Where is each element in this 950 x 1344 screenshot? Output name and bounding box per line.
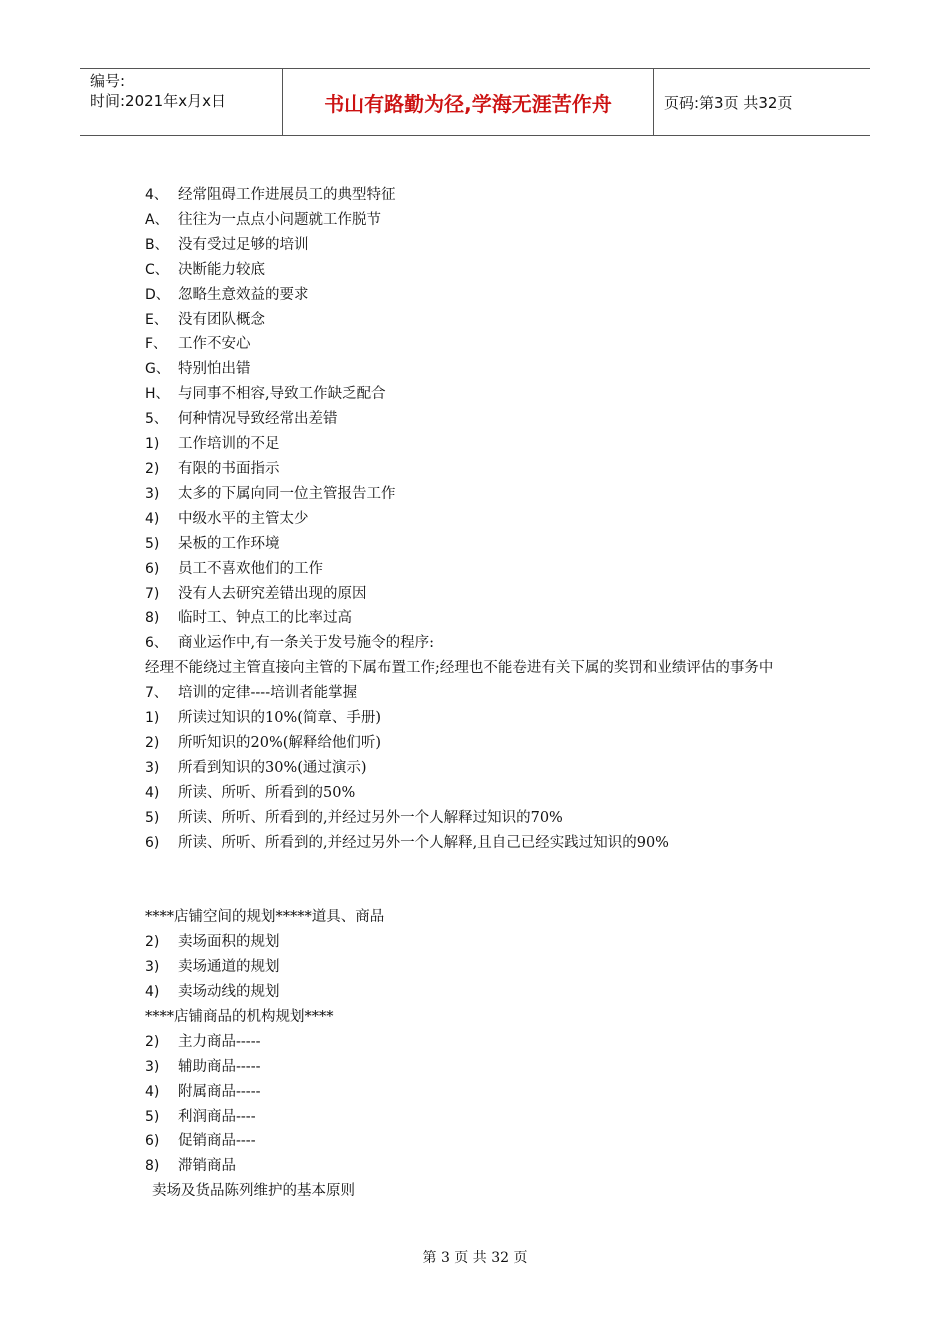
line-text: 工作不安心: [178, 336, 251, 353]
line-text: 经常阻碍工作进展员工的典型特征: [178, 187, 396, 203]
line-text: 没有受过足够的培训: [178, 236, 309, 253]
line-text: 主力商品-----: [178, 1033, 261, 1050]
line-text: 促销商品----: [178, 1133, 256, 1150]
text-line: [145, 582, 825, 607]
text-line: [145, 731, 825, 756]
list-marker: A、: [145, 211, 169, 228]
list-marker: 6): [145, 560, 160, 577]
text-line: [145, 1179, 825, 1204]
list-marker: 3): [145, 485, 160, 502]
text-line: [145, 507, 825, 532]
list-marker: 7): [145, 585, 160, 602]
section-list-2: [145, 905, 825, 1204]
line-text: 中级水平的主管太少: [178, 510, 309, 527]
text-line: [145, 532, 825, 557]
list-marker: 4): [145, 1083, 160, 1100]
text-line: [145, 806, 825, 831]
line-text: 滞销商品: [178, 1158, 236, 1175]
document-body: [145, 183, 825, 1204]
text-line: [145, 756, 825, 781]
text-line: [145, 1154, 825, 1179]
text-line: [145, 283, 825, 308]
list-marker: 3): [145, 959, 160, 976]
text-line: [145, 656, 825, 681]
list-marker: E、: [145, 311, 168, 328]
list-marker: 8): [145, 610, 160, 627]
line-text: 太多的下属向同一位主管报告工作: [178, 485, 396, 502]
list-marker: 6): [145, 1133, 160, 1150]
text-line: [145, 781, 825, 806]
list-marker: C、: [145, 261, 169, 278]
text-line: [145, 457, 825, 482]
line-text: 卖场通道的规划: [178, 959, 280, 976]
text-line: [145, 930, 825, 955]
text-line: [145, 1080, 825, 1105]
text-line: [145, 681, 825, 706]
line-text: 决断能力较底: [178, 261, 265, 278]
text-line: [145, 432, 825, 457]
line-text: 所读过知识的10%(简章、手册): [178, 710, 382, 727]
text-line: [145, 557, 825, 582]
list-marker: 3): [145, 1058, 160, 1075]
text-line: [145, 631, 825, 656]
list-marker: 5): [145, 535, 160, 552]
line-text: 卖场及货品陈列维护的基本原则: [152, 1183, 355, 1200]
line-text: 卖场面积的规划: [178, 934, 280, 951]
line-text: 所听知识的20%(解释给他们听): [178, 734, 382, 751]
header-meta: [80, 69, 282, 135]
line-text: 工作培训的不足: [178, 436, 280, 453]
text-line: [145, 332, 825, 357]
list-marker: 5): [145, 1108, 160, 1125]
text-line: [145, 1005, 825, 1030]
time-label: 时间:2021年x月x日: [90, 92, 226, 110]
list-marker: 7、: [145, 685, 168, 702]
line-text: 忽略生意效益的要求: [178, 286, 309, 303]
line-text: 卖场动线的规划: [178, 983, 280, 1000]
list-marker: 2): [145, 734, 160, 751]
list-marker: 4): [145, 510, 160, 527]
text-line: [145, 482, 825, 507]
line-text: 利润商品----: [178, 1108, 256, 1125]
list-marker: 2): [145, 1033, 160, 1050]
line-text: 何种情况导致经常出差错: [178, 411, 338, 428]
line-text: 辅助商品-----: [178, 1058, 261, 1075]
list-marker: 4): [145, 983, 160, 1000]
list-marker: 2): [145, 934, 160, 951]
list-marker: B、: [145, 236, 169, 253]
list-marker: F、: [145, 336, 168, 353]
line-text: 临时工、钟点工的比率过高: [178, 610, 352, 627]
line-text: 商业运作中,有一条关于发号施令的程序:: [178, 635, 434, 652]
line-text: 没有人去研究差错出现的原因: [178, 585, 367, 602]
line-text: 有限的书面指示: [178, 460, 280, 477]
line-text: 特别怕出错: [178, 361, 251, 378]
list-marker: 1): [145, 436, 160, 453]
list-marker: 2): [145, 460, 160, 477]
line-text: 附属商品-----: [178, 1083, 261, 1100]
list-marker: G、: [145, 361, 170, 378]
list-marker: 5): [145, 809, 160, 826]
text-line: [145, 606, 825, 631]
list-marker: 3): [145, 759, 160, 776]
list-marker: 1): [145, 710, 160, 727]
header-motto: 书山有路勤为径,学海无涯苦作舟: [282, 69, 654, 135]
list-marker: 8): [145, 1158, 160, 1175]
line-text: ****店铺空间的规划*****道具、商品: [145, 909, 385, 926]
line-text: 所读、所听、所看到的,并经过另外一个人解释过知识的70%: [178, 809, 563, 826]
number-label: 编号:: [90, 72, 126, 90]
text-line: [145, 1055, 825, 1080]
list-marker: 5、: [145, 411, 168, 428]
list-marker: 4、: [145, 187, 168, 203]
text-line: [145, 308, 825, 333]
text-line: [145, 955, 825, 980]
list-marker: 6): [145, 834, 160, 851]
section-gap: [145, 855, 825, 905]
text-line: [145, 407, 825, 432]
text-line: [145, 706, 825, 731]
header-page-number: 页码:第3页 共32页: [664, 93, 793, 112]
list-marker: D、: [145, 286, 170, 303]
line-text: 往往为一点点小问题就工作脱节: [178, 211, 381, 228]
text-line: [145, 831, 825, 856]
text-line: [145, 183, 825, 208]
section-list-1: [145, 183, 825, 855]
line-text: 所读、所听、所看到的50%: [178, 784, 356, 801]
text-line: [145, 1030, 825, 1055]
line-text: ****店铺商品的机构规划****: [145, 1008, 334, 1025]
line-text: 员工不喜欢他们的工作: [178, 560, 323, 577]
page-header: [80, 68, 870, 136]
line-text: 培训的定律----培训者能掌握: [178, 685, 358, 702]
text-line: [145, 233, 825, 258]
text-line: [145, 208, 825, 233]
line-text: 经理不能绕过主管直接向主管的下属布置工作;经理也不能卷进有关下属的奖罚和业绩评估的事务中: [145, 660, 774, 677]
line-text: 没有团队概念: [178, 311, 265, 328]
list-marker: 4): [145, 784, 160, 801]
text-line: [145, 382, 825, 407]
line-text: 呆板的工作环境: [178, 535, 280, 552]
line-text: 所读、所听、所看到的,并经过另外一个人解释,且自己已经实践过知识的90%: [178, 834, 669, 851]
text-line: [145, 980, 825, 1005]
text-line: [145, 1105, 825, 1130]
text-line: [145, 357, 825, 382]
line-text: 所看到知识的30%(通过演示): [178, 759, 367, 776]
text-line: [145, 905, 825, 930]
list-marker: H、: [145, 386, 170, 403]
text-line: [145, 1129, 825, 1154]
list-marker: 6、: [145, 635, 168, 652]
line-text: 与同事不相容,导致工作缺乏配合: [178, 386, 386, 403]
page-footer: 第 3 页 共 32 页: [422, 1250, 528, 1266]
text-line: [145, 258, 825, 283]
